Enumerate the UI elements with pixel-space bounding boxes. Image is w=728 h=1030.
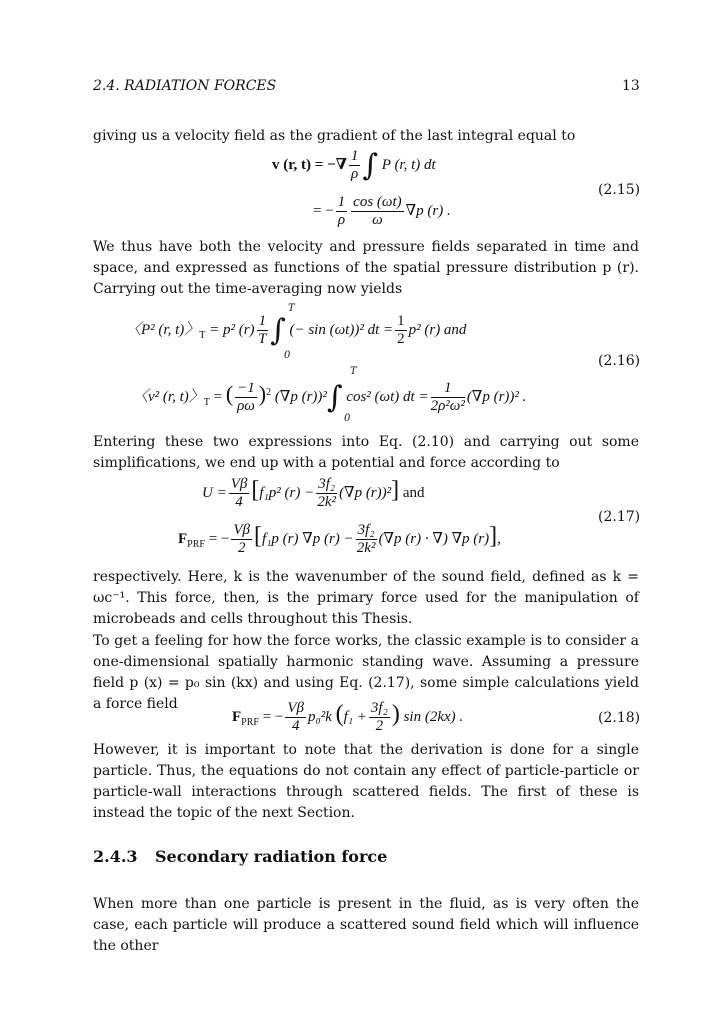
eq-text: and	[402, 484, 425, 501]
eq-text: U =	[202, 484, 227, 501]
eq-text: (− sin (ωt))² dt =	[289, 321, 394, 338]
equation-2-15-line-1	[272, 148, 436, 183]
paragraph: However, it is important to note that the derivation is done for a single particle. Thus, the equations do not contain any effect of particle-particle or particle-wall interactions through scattered fields. The first of these is instead the topic of the next Section.	[93, 742, 639, 821]
eq-text: (∇p (r))²	[274, 388, 327, 405]
eq-text: sin (2kx) .	[403, 708, 464, 725]
eq-text: F	[178, 530, 188, 547]
section-number: 2.4.3	[93, 847, 138, 866]
eq-text: cos² (ωt) dt =	[346, 388, 429, 405]
equation-2-15-line-2	[313, 194, 451, 229]
eq-text: f₁p (r) ∇p (r) −	[262, 530, 354, 547]
eq-fraction: $\frac{V\beta}{4}$	[230, 476, 248, 510]
eq-text: = −	[262, 708, 284, 725]
integral-lower-limit: 0	[344, 413, 351, 424]
eq-text: = −	[208, 530, 230, 547]
eq-fraction: $\frac{\cos (\omega t)}{\omega}$	[353, 194, 402, 228]
paragraph: To get a feeling for how the force works, the classic example is to consider a one-dimensional spatially harmonic standing wave. Assuming a pressure field p (x) = p₀ sin (kx) and using Eq. (2.17), some simple calculations yield a force field	[93, 633, 639, 712]
eq-text: P (r, t) dt	[381, 156, 436, 173]
eq-text: ,	[497, 530, 501, 547]
equation-number: (2.16)	[598, 353, 641, 369]
eq-text: = p² (r)	[209, 321, 255, 338]
eq-text: (∇p (r) · ∇) ∇p (r)	[378, 530, 490, 547]
equation-2-16-line-2: 〈v² (r, t)〉$_T$ = ( $\frac{-1}{\rho\omega}$ )$^2$ (∇p (r))²∫ cos² (ωt) dt = $\frac{1}{\text{2ρ²ω²}}$ (∇p (r))² .	[133, 380, 527, 415]
eq-text: (∇p (r))² .	[466, 388, 527, 405]
eq-text: f₁ +	[343, 708, 367, 725]
equation-number: (2.15)	[598, 182, 641, 198]
eq-fraction: $\frac{\text{3f₂}}{2}$	[370, 700, 388, 734]
eq-fraction: $\frac{1}{\rho}$	[350, 148, 359, 182]
eq-text: ∇p (r) .	[405, 202, 451, 219]
equation-2-17-line-2: $F_{PRF}$ = − $\frac{V\beta}{2}$ [f₁p (r) ∇p (r) − $\frac{\text{3f₂}}{\text{2k²}}$ (∇p (r) · ∇) ∇p (r)],	[178, 522, 501, 556]
eq-text: F	[232, 708, 242, 725]
running-header: 2.4. RADIATION FORCES	[93, 78, 277, 94]
eq-text: (∇p (r))²	[339, 484, 392, 501]
integral-sign: ∫	[362, 148, 379, 183]
equation-2-18: $F_{PRF}$ = − $\frac{V\beta}{4}$ p₀²k (f₁ + $\frac{\text{3f₂}}{2}$ ) sin (2kx) .	[232, 700, 464, 734]
section-title: Secondary radiation force	[155, 847, 388, 866]
equation-2-17-line-1: U = $\frac{V\beta}{4}$ [f₁p² (r) − $\frac{\text{3f₂}}{\text{2k²}}$ (∇p (r))²] and	[202, 476, 425, 510]
paragraph: We thus have both the velocity and pressure fields separated in time and space, and expressed as functions of the spatial pressure distribution p (r). Carrying out the time-averaging now yields	[93, 239, 639, 297]
paragraph: When more than one particle is present in the fluid, as is very often the case, each particle will produce a scattered sound field which will influence the other	[93, 896, 639, 954]
eq-fraction: $\frac{1}{\rho}$	[337, 194, 346, 228]
integral-upper-limit: T	[350, 366, 357, 377]
paragraph: giving us a velocity field as the gradient of the last integral equal to	[93, 128, 576, 144]
equation-2-16-line-1: 〈P² (r, t)〉$_T$ = p² (r) $\frac{1}{T}$ ∫ (− sin (ωt))² dt = $\frac{1}{2}$ p² (r) and	[126, 313, 467, 348]
eq-fraction: $\frac{V\beta}{2}$	[233, 522, 251, 556]
eq-text: p₀²k	[308, 708, 332, 725]
paragraph: Entering these two expressions into Eq. (2.10) and carrying out some simplifications, we end up with a potential and force according to	[93, 434, 639, 471]
equation-number: (2.17)	[598, 509, 641, 525]
eq-text: =	[213, 388, 223, 405]
integral-upper-limit: T	[288, 303, 295, 314]
eq-text: v (r, t) = −∇	[272, 156, 347, 173]
eq-fraction: $\frac{V\beta}{4}$	[287, 700, 305, 734]
eq-text: = −	[313, 202, 334, 219]
eq-text: f₁p² (r) −	[259, 484, 315, 501]
eq-fraction: $\frac{\text{3f₂}}{\text{2k²}}$	[317, 476, 336, 510]
eq-text: 〈P² (r, t)〉	[126, 321, 200, 338]
integral-lower-limit: 0	[284, 350, 291, 361]
integral-sign: ∫	[270, 313, 286, 348]
paragraph: respectively. Here, k is the wavenumber of the sound field, defined as k = ωc⁻¹. This force, then, is the primary force used for the manipulation of microbeads and cells throughout this Thesis.	[93, 569, 639, 627]
section-heading	[93, 847, 387, 866]
eq-fraction: $\frac{-1}{\rho\omega}$	[237, 380, 255, 414]
integral-sign: ∫	[326, 380, 343, 415]
eq-fraction: $\frac{1}{2}$	[397, 313, 405, 347]
page-number: 13	[622, 78, 640, 94]
eq-fraction: $\frac{1}{\text{2ρ²ω²}}$	[430, 380, 465, 414]
eq-fraction: $\frac{\text{3f₂}}{\text{2k²}}$	[356, 522, 376, 556]
eq-text: p² (r) and	[408, 321, 467, 338]
eq-text: 〈v² (r, t)〉	[133, 388, 204, 405]
eq-fraction: $\frac{1}{T}$	[258, 313, 267, 347]
equation-number: (2.18)	[598, 710, 641, 726]
